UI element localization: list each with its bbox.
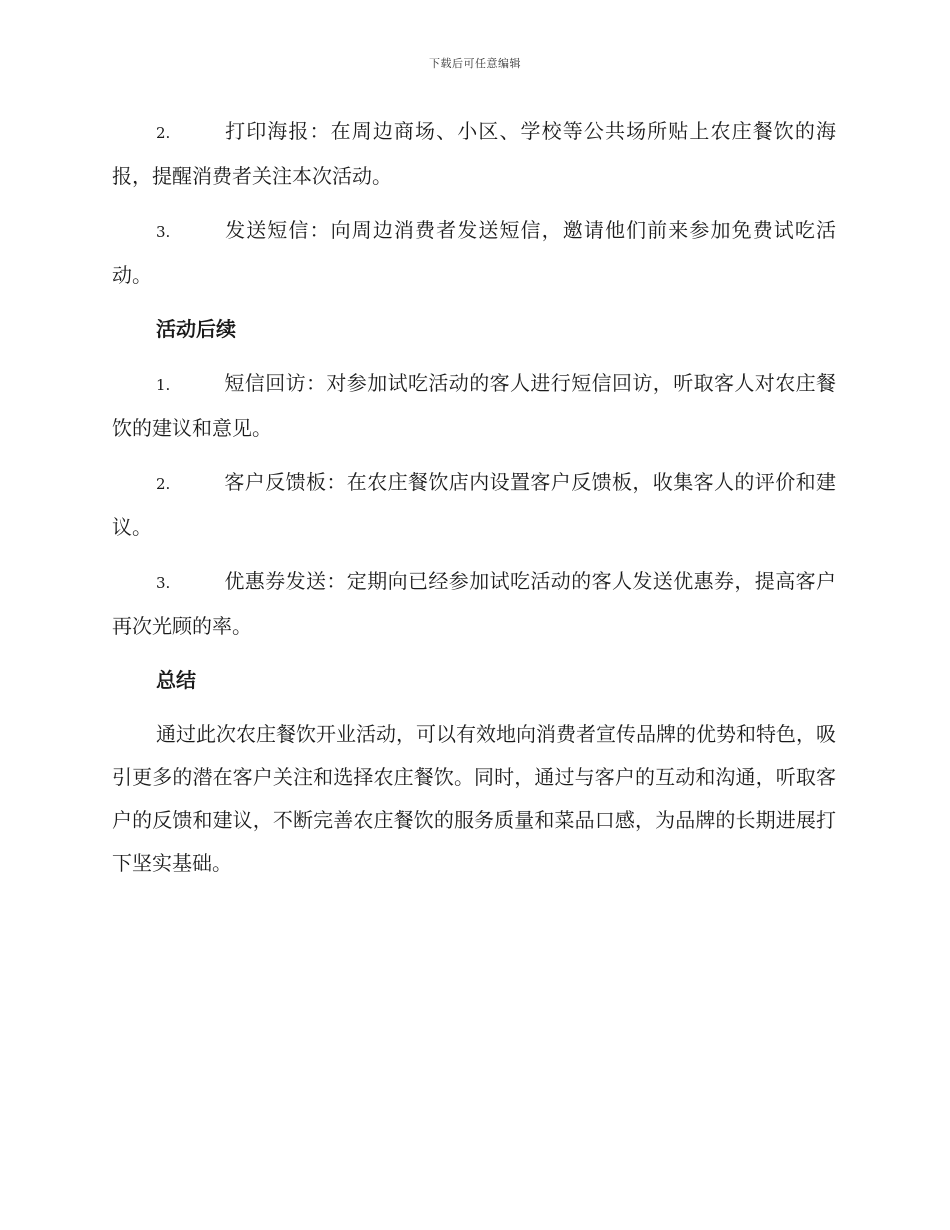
list-item-text: 优惠券发送：定期向已经参加试吃活动的客人发送优惠券，提高客户再次光顾的率。 — [112, 569, 836, 638]
list-item-number: 1. — [156, 376, 171, 394]
list-item-followup-1 — [112, 362, 836, 450]
list-item-number: 3. — [156, 223, 171, 241]
section-heading-followup: 活动后续 — [156, 317, 236, 341]
section-heading-summary: 总结 — [156, 668, 196, 692]
list-item-promotion-2 — [112, 110, 836, 198]
list-item-text: 客户反馈板：在农庄餐饮店内设置客户反馈板，收集客人的评价和建议。 — [112, 470, 836, 539]
list-item-number: 2. — [156, 475, 171, 493]
header-note: 下载后可任意编辑 — [429, 57, 521, 70]
summary-paragraph: 通过此次农庄餐饮开业活动，可以有效地向消费者宣传品牌的优势和特色，吸引更多的潜在客户关注和选择农庄餐饮。同时，通过与客户的互动和沟通，听取客户的反馈和建议，不断完善农庄餐饮的服务质量和菜品口感，为品牌的长期进展打下坚实基础。 — [112, 722, 836, 875]
list-item-followup-3 — [112, 560, 836, 648]
list-item-text: 发送短信：向周边消费者发送短信，邀请他们前来参加免费试吃活动。 — [112, 218, 836, 287]
list-item-text: 短信回访：对参加试吃活动的客人进行短信回访，听取客人对农庄餐饮的建议和意见。 — [112, 371, 836, 440]
list-item-number: 2. — [156, 124, 171, 142]
list-item-promotion-3 — [112, 209, 836, 297]
document-content — [112, 110, 836, 885]
list-item-followup-2 — [112, 461, 836, 549]
list-item-number: 3. — [156, 574, 171, 592]
list-item-text: 打印海报：在周边商场、小区、学校等公共场所贴上农庄餐饮的海报，提醒消费者关注本次活动。 — [112, 119, 836, 188]
